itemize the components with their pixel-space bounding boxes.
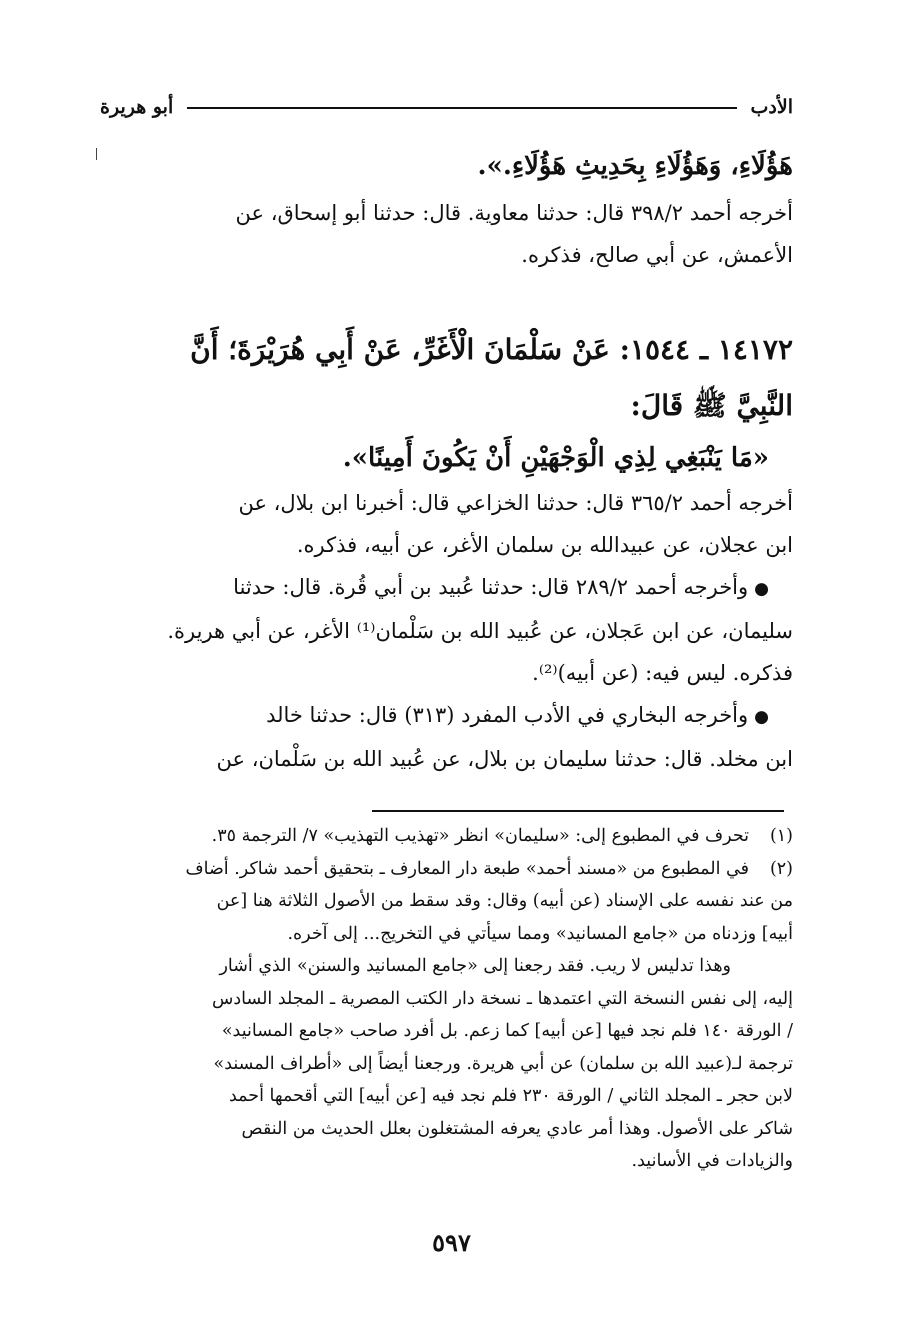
takhrij-line: أخرجه أحمد ٣٦٥/٢ قال: حدثنا الخزاعي قال: أخبرنا ابن بلال، عن (238, 491, 793, 515)
hadith-heading (100, 322, 793, 434)
footnotes (100, 820, 793, 1178)
takhrij-line: الأعمش، عن أبي صالح، فذكره. (521, 243, 793, 267)
footnote-2 (100, 853, 793, 886)
footnote-number: (١) (769, 826, 793, 846)
previous-takhrij (100, 192, 793, 276)
hadith-takhrij (100, 482, 793, 780)
takhrij-line: ابن مخلد. قال: حدثنا سليمان بن بلال، عن عُبيد الله بن سَلْمان، عن (216, 747, 793, 771)
narrator-title: أبو هريرة (100, 96, 174, 118)
footnote-1 (100, 820, 793, 853)
footnote-rule (372, 810, 784, 812)
footnote-line: وهذا تدليس لا ريب. فقد رجعنا إلى «جامع المسانيد والسنن» الذي أشار (219, 956, 731, 976)
running-head (100, 92, 793, 122)
takhrij-line: ابن عجلان، عن عبيدالله بن سلمان الأغر، عن أبيه، فذكره. (296, 533, 793, 557)
footnote-line: لابن حجر ـ المجلد الثاني / الورقة ٢٣٠ فلم نجد فيه [عن أبيه] التي أقحمها أحمد (229, 1086, 793, 1106)
chapter-title: الأدب (750, 96, 793, 118)
takhrij-line: أخرجه أحمد ٣٩٨/٢ قال: حدثنا معاوية. قال: حدثنا أبو إسحاق، عن (235, 201, 793, 225)
footnote-line: أبيه] وزدناه من «جامع المسانيد» ومما سيأتي في التخريج... إلى آخره. (287, 923, 793, 944)
footnote-line: ترجمة لـ(عبيد الله بن سلمان) عن أبي هريرة. ورجعنا أيضاً إلى «أطراف المسند» (213, 1053, 793, 1074)
footnote-line: شاكر على الأصول. وهذا أمر عادي يعرفه المشتغلون بعلل الحديث من النقص (241, 1118, 793, 1139)
hadith-text-line: «مَا يَنْبَغِي لِذِي الْوَجْهَيْنِ أَنْ يَكُونَ أَمِينًا». (342, 443, 769, 473)
bullet-icon: ● (754, 579, 769, 599)
takhrij-text: وأخرجه أحمد ٢٨٩/٢ قال: حدثنا عُبيد بن أبي قُرة. قال: حدثنا (233, 575, 749, 599)
page-number: ٥٩٧ (432, 1228, 471, 1257)
takhrij-line (100, 694, 793, 738)
previous-hadith-end (100, 142, 793, 190)
hadith-text (100, 434, 793, 482)
footnote-line: / الورقة ١٤٠ فلم نجد فيها [عن أبيه] كما زعم. بل أفرد صاحب «جامع المسانيد» (221, 1021, 793, 1041)
takhrij-line: سليمان، عن ابن عَجلان، عن عُبيد الله بن سَلْمان⁽¹⁾ الأغر، عن أبي هريرة. (167, 619, 793, 643)
quote-line: هَؤُلَاءِ، وَهَؤُلَاءِ بِحَدِيثِ هَؤُلَاءِ.». (477, 151, 793, 181)
takhrij-text: وأخرجه البخاري في الأدب المفرد (٣١٣) قال: حدثنا خالد (266, 703, 749, 727)
takhrij-line: فذكره. ليس فيه: (عن أبيه)⁽²⁾. (532, 661, 793, 685)
footnote-text: في المطبوع من «مسند أحمد» طبعة دار المعارف ـ بتحقيق أحمد شاكر. أضاف (185, 858, 749, 879)
footnote-line: والزيادات في الأسانيد. (631, 1151, 793, 1171)
header-rule (187, 107, 736, 109)
footnote-line: إليه، إلى نفس النسخة التي اعتمدها ـ نسخة دار الكتب المصرية ـ المجلد السادس (211, 988, 793, 1009)
footnote-text: تحرف في المطبوع إلى: «سليمان» انظر «تهذيب التهذيب» ٧/ الترجمة ٣٥. (211, 826, 749, 846)
takhrij-line (100, 566, 793, 610)
bullet-icon: ● (754, 707, 769, 727)
footnote-number: (٢) (769, 858, 793, 879)
footnote-line: من عند نفسه على الإسناد (عن أبيه) وقال: وقد سقط من الأصول الثلاثة هنا [عن (216, 891, 793, 911)
hadith-heading-line: النَّبِيَّ ﷺ قَالَ: (630, 389, 793, 422)
hadith-heading-line: ١٤١٧٢ ـ ١٥٤٤: عَنْ سَلْمَانَ الْأَغَرِّ، عَنْ أَبِي هُرَيْرَةَ؛ أَنَّ (190, 333, 793, 366)
margin-mark (96, 148, 97, 160)
